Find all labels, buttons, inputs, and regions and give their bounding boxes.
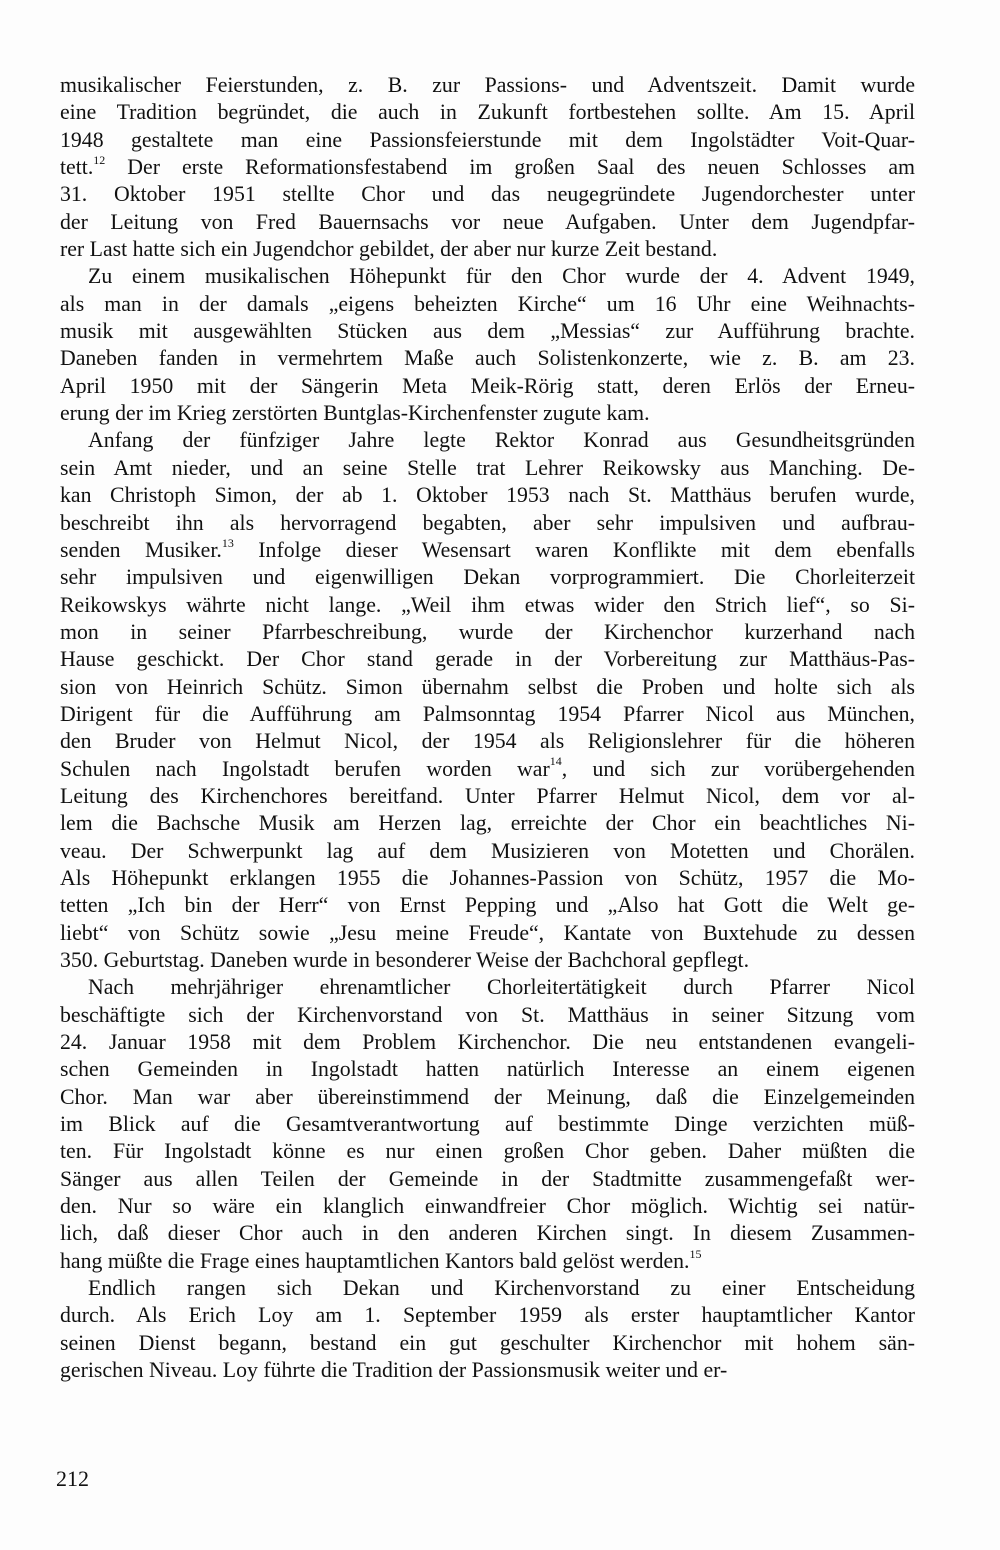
text-line: schen Gemeinden in Ingolstadt hatten natürlich Interesse an einem eigenen: [60, 1057, 915, 1082]
text-line: sein Amt nieder, und an seine Stelle trat Lehrer Reikowsky aus Manching. De-: [60, 455, 915, 480]
text-line: liebt“ von Schütz sowie „Jesu meine Freude“, Kantate von Buxtehude zu dessen: [60, 920, 915, 945]
text-line: musik mit ausgewählten Stücken aus dem „Messias“ zur Aufführung brachte.: [60, 319, 915, 344]
paragraph: [60, 974, 915, 1275]
text-line: Reikowskys währte nicht lange. „Weil ihm etwas wider den Strich lief“, so Si-: [60, 592, 915, 617]
paragraph: [60, 427, 915, 974]
text-line: 31. Oktober 1951 stellte Chor und das neugegründete Jugendorchester unter: [60, 182, 915, 207]
text-line: Nach mehrjähriger ehrenamtlicher Chorleitertätigkeit durch Pfarrer Nicol: [88, 975, 915, 1000]
text-line: beschäftigte sich der Kirchenvorstand von St. Matthäus in seiner Sitzung vom: [60, 1002, 915, 1027]
text-line: lich, daß dieser Chor auch in den anderen Kirchen singt. In diesem Zusammen-: [60, 1221, 915, 1246]
text-line: erung der im Krieg zerstörten Buntglas-Kirchenfenster zugute kam.: [60, 401, 650, 426]
text-line: der Leitung von Fred Bauernsachs vor neue Aufgaben. Unter dem Jugendpfar-: [60, 209, 915, 234]
text-line: kan Christoph Simon, der ab 1. Oktober 1953 nach St. Matthäus berufen wurde,: [60, 483, 915, 508]
text-line: 1948 gestaltete man eine Passionsfeierstunde mit dem Ingolstädter Voit-Quar-: [60, 127, 915, 152]
text-line: beschreibt ihn als hervorragend begabten, aber sehr impulsiven und aufbrau-: [60, 510, 915, 535]
footnote-marker: 14: [549, 754, 562, 769]
text-line: tett.$^{12}$ Der erste Reformationsfestabend im großen Saal des neuen Schlosses am: [60, 152, 915, 180]
paragraph: [60, 72, 915, 263]
text-line: den. Nur so wäre ein klanglich einwandfreier Chor möglich. Wichtig sei natür-: [60, 1194, 915, 1219]
text-line: als man in der damals „eigens beheizten Kirche“ um 16 Uhr eine Weihnachts-: [60, 291, 915, 316]
text-line: hang müßte die Frage eines hauptamtlichen Kantors bald gelöst werden.$^{15}$: [60, 1246, 702, 1273]
text-line: musikalischer Feierstunden, z. B. zur Passions- und Adventszeit. Damit wurde: [60, 73, 915, 97]
text-line: 24. Januar 1958 mit dem Problem Kirchenchor. Die neu entstandenen evangeli-: [60, 1030, 915, 1055]
paragraph: [60, 263, 915, 427]
footnote-marker: 13: [221, 535, 234, 550]
text-line: Sänger aus allen Teilen der Gemeinde in der Stadtmitte zusammengefaßt wer-: [60, 1166, 915, 1191]
text-line: seinen Dienst begann, bestand ein gut geschulter Kirchenchor mit hohem sän-: [60, 1330, 915, 1355]
text-line: Daneben fanden in vermehrtem Maße auch Solistenkonzerte, wie z. B. am 23.: [60, 346, 915, 371]
text-line: Dirigent für die Aufführung am Palmsonntag 1954 Pfarrer Nicol aus München,: [60, 701, 915, 726]
text-line: Chor. Man war aber übereinstimmend der Meinung, daß die Einzelgemeinden: [60, 1084, 915, 1109]
text-line: tetten „Ich bin der Herr“ von Ernst Pepping und „Also hat Gott die Welt ge-: [60, 893, 915, 918]
text-line: den Bruder von Helmut Nicol, der 1954 als Religionslehrer für die höheren: [60, 729, 915, 754]
text-line: Anfang der fünfziger Jahre legte Rektor Konrad aus Gesundheitsgründen: [88, 428, 915, 453]
text-line: Schulen nach Ingolstadt berufen worden war$^{14}$, und sich zur vorübergehenden: [60, 754, 915, 781]
text-line: 350. Geburtstag. Daneben wurde in besonderer Weise der Bachchoral gepflegt.: [60, 948, 750, 972]
text-line: eine Tradition begründet, die auch in Zukunft fortbestehen sollte. Am 15. April: [60, 100, 915, 125]
text-line: Als Höhepunkt erklangen 1955 die Johannes-Passion von Schütz, 1957 die Mo-: [60, 865, 915, 890]
footnote-marker: 15: [689, 1246, 702, 1261]
text-line: mon in seiner Pfarrbeschreibung, wurde der Kirchenchor kurzerhand nach: [60, 619, 915, 644]
text-line: gerischen Niveau. Loy führte die Tradition der Passionsmusik weiter und er-: [60, 1358, 728, 1383]
text-line: April 1950 mit der Sängerin Meta Meik-Rörig statt, deren Erlös der Erneu-: [60, 373, 915, 398]
text-line: veau. Der Schwerpunkt lag auf dem Musizieren von Motetten und Chorälen.: [60, 838, 915, 863]
text-line: Endlich rangen sich Dekan und Kirchenvorstand zu einer Entscheidung: [88, 1276, 915, 1301]
text-line: durch. Als Erich Loy am 1. September 1959 als erster hauptamtlicher Kantor: [60, 1303, 915, 1328]
page-number: 212: [56, 1466, 89, 1491]
footnote-marker: 12: [93, 152, 106, 167]
body-text: [60, 72, 915, 1385]
text-line: Zu einem musikalischen Höhepunkt für den Chor wurde der 4. Advent 1949,: [88, 264, 915, 289]
text-line: Leitung des Kirchenchores bereitfand. Unter Pfarrer Helmut Nicol, dem vor al-: [60, 783, 915, 808]
paragraph: [60, 1275, 915, 1384]
text-line: im Blick auf die Gesamtverantwortung auf bestimmte Dinge verzichten müß-: [60, 1112, 915, 1137]
text-line: lem die Bachsche Musik am Herzen lag, erreichte der Chor ein beachtliches Ni-: [60, 811, 915, 836]
text-line: Hause geschickt. Der Chor stand gerade in der Vorbereitung zur Matthäus-Pas-: [60, 647, 915, 672]
text-line: senden Musiker.$^{13}$ Infolge dieser Wesensart waren Konflikte mit dem ebenfalls: [60, 535, 915, 562]
text-line: sehr impulsiven und eigenwilligen Dekan vorprogrammiert. Die Chorleiterzeit: [60, 565, 915, 590]
text-line: ten. Für Ingolstadt könne es nur einen großen Chor geben. Daher müßten die: [60, 1139, 915, 1164]
text-line: sion von Heinrich Schütz. Simon übernahm selbst die Proben und holte sich als: [60, 674, 915, 699]
text-line: rer Last hatte sich ein Jugendchor gebildet, der aber nur kurze Zeit bestand.: [60, 237, 718, 262]
